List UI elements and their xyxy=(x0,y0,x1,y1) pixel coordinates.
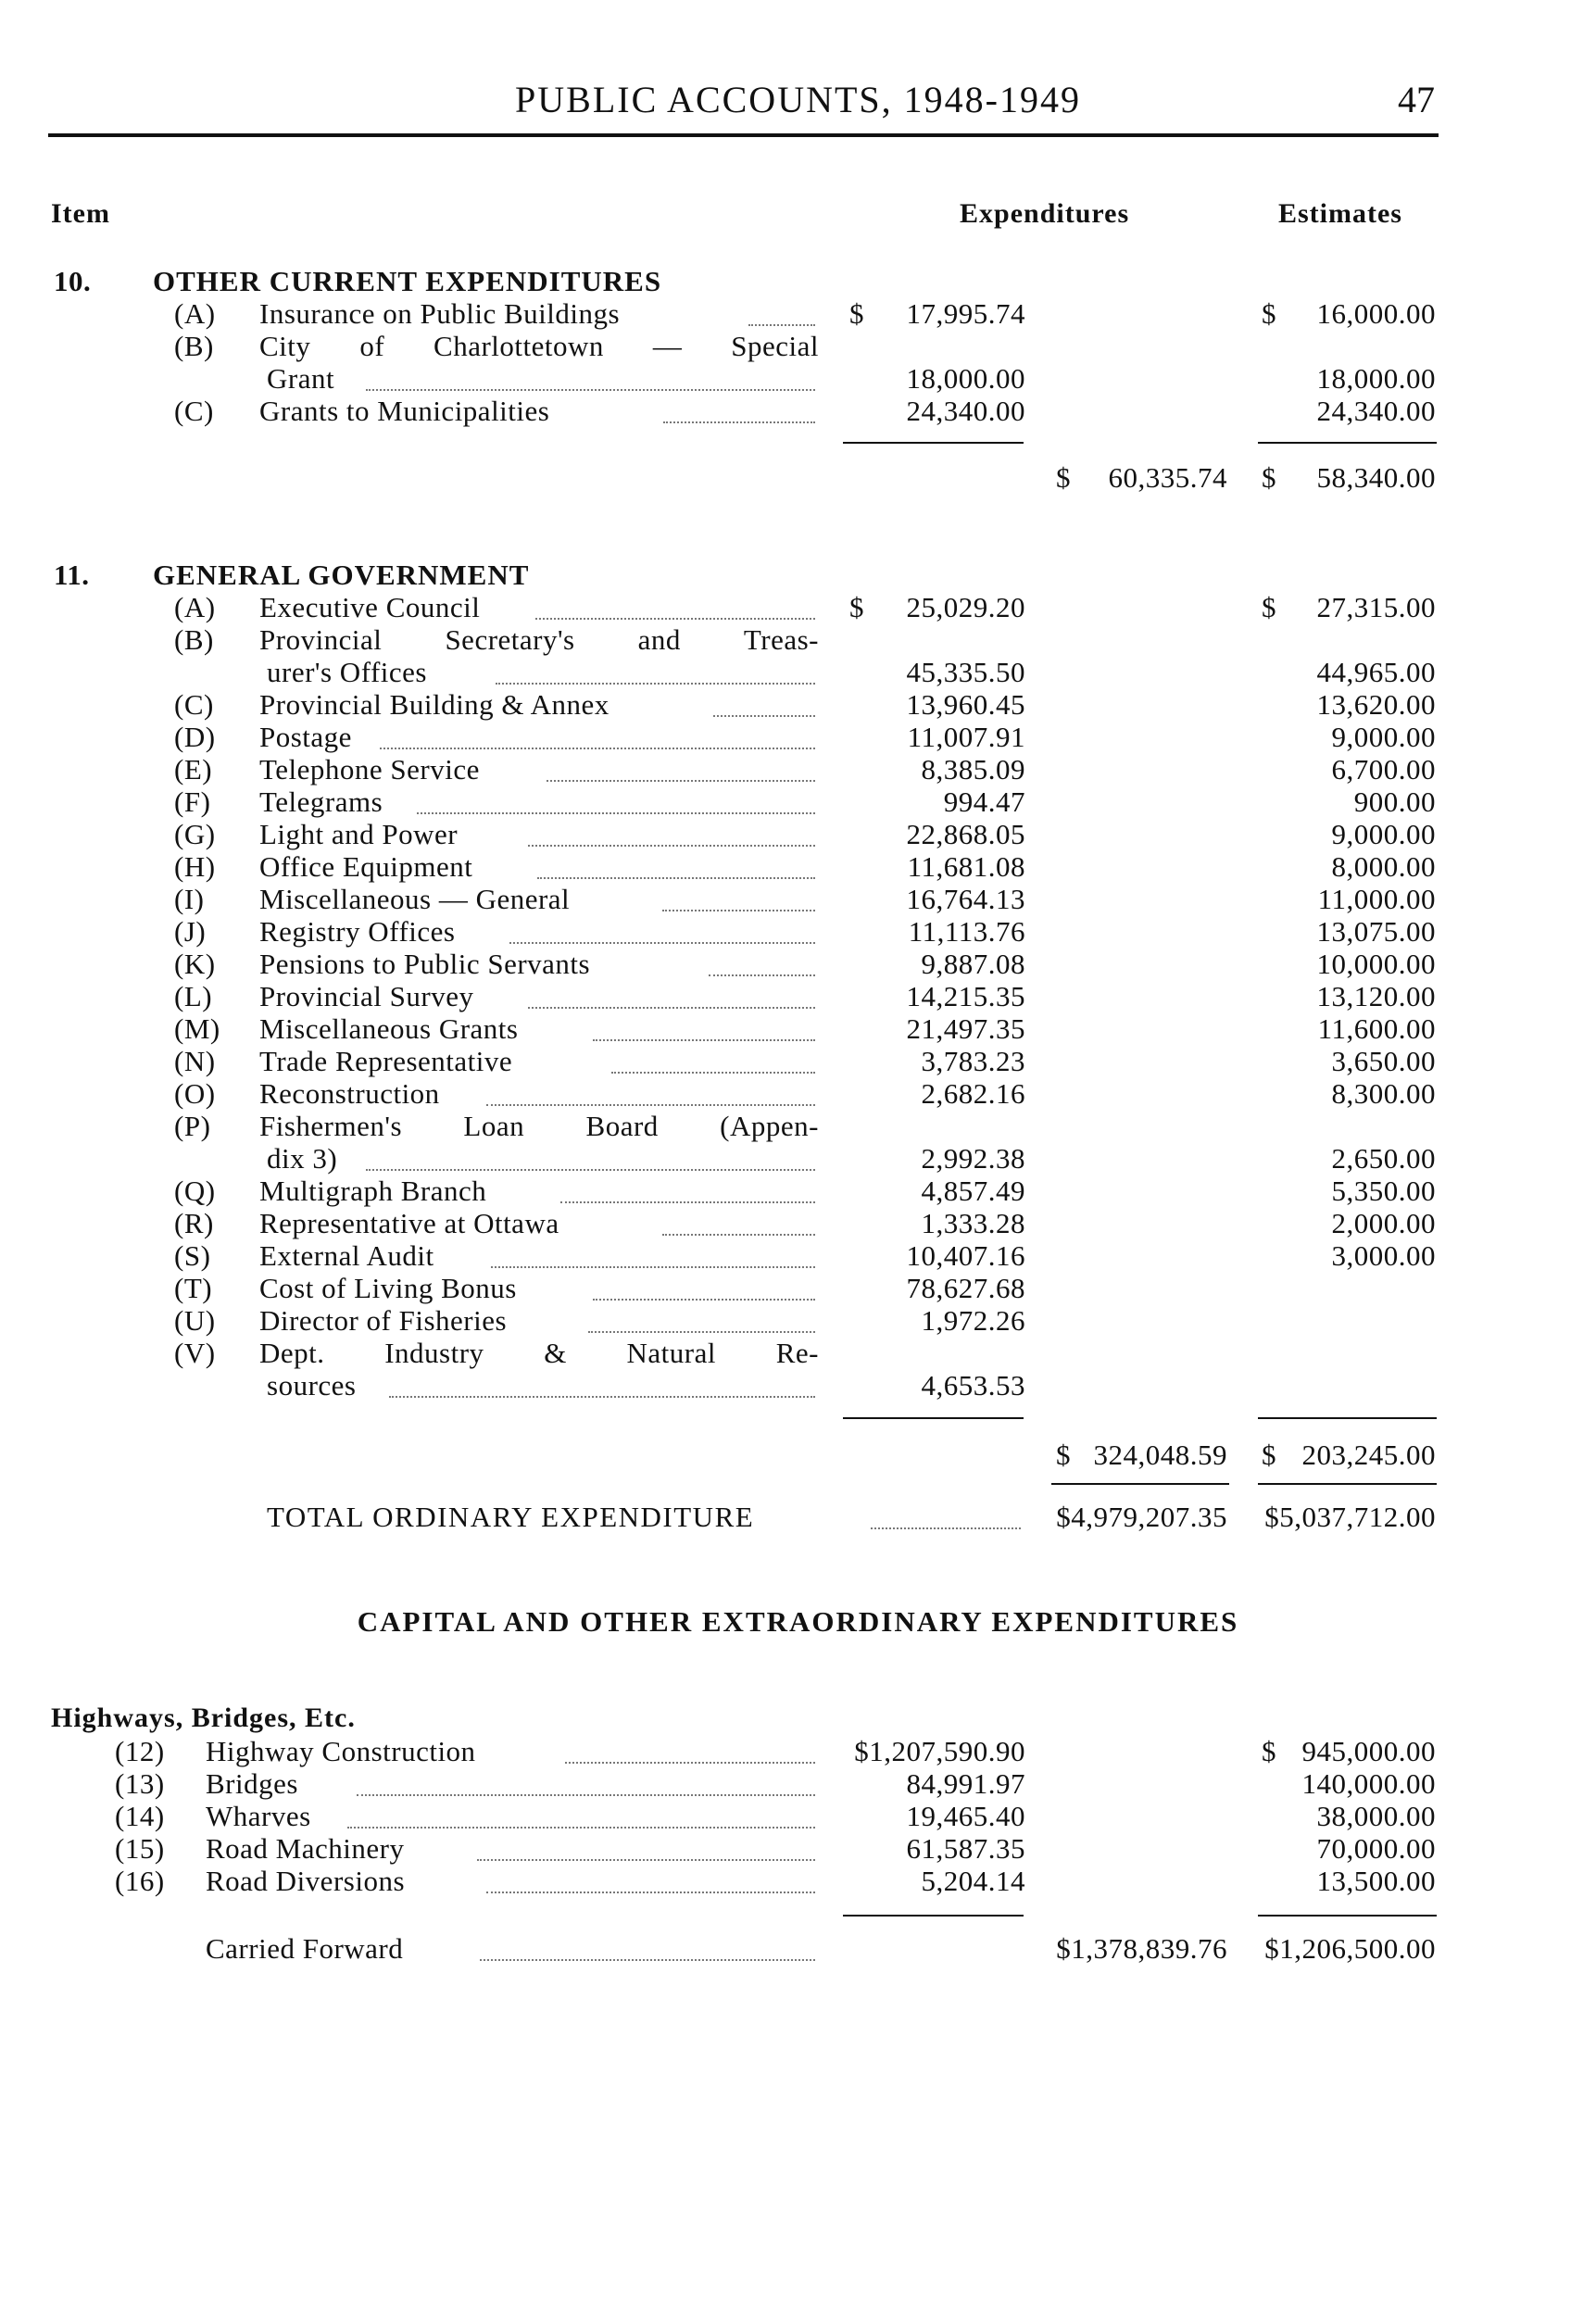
item-code: (V) xyxy=(174,1337,216,1369)
label-word: Industry xyxy=(384,1337,484,1369)
subtotal-rule xyxy=(843,1417,1024,1419)
dot-leader xyxy=(709,974,815,976)
line-item xyxy=(0,915,1596,949)
line-item xyxy=(0,1800,1596,1833)
section-title: GENERAL GOVERNMENT xyxy=(153,559,530,591)
dollar-sign: $ xyxy=(1056,1439,1071,1471)
item-label: Reconstruction xyxy=(259,1077,440,1110)
line-item xyxy=(0,1832,1596,1866)
item-code: (O) xyxy=(174,1077,216,1110)
dot-leader xyxy=(593,1039,815,1041)
total-estimate: $5,037,712.00 xyxy=(1264,1501,1436,1533)
line-item xyxy=(0,1175,1596,1208)
total-estimate: 203,245.00 xyxy=(1301,1439,1436,1471)
item-label: Office Equipment xyxy=(259,850,473,883)
item-label: Multigraph Branch xyxy=(259,1175,487,1207)
expenditure-amount: 1,972.26 xyxy=(921,1304,1025,1337)
section-title: OTHER CURRENT EXPENDITURES xyxy=(153,265,662,297)
carried-forward xyxy=(0,1932,1596,1966)
estimate-amount: 3,000.00 xyxy=(1331,1239,1436,1272)
subtotal-rule xyxy=(843,1915,1024,1917)
line-item xyxy=(0,395,1596,428)
expenditure-amount: 45,335.50 xyxy=(906,656,1025,688)
dot-leader xyxy=(662,1234,815,1236)
section-title: CAPITAL AND OTHER EXTRAORDINARY EXPENDITURES xyxy=(357,1605,1239,1638)
label-word: & xyxy=(544,1337,567,1369)
total-expenditure: $1,378,839.76 xyxy=(1056,1932,1227,1965)
estimate-amount: 13,075.00 xyxy=(1316,915,1436,948)
line-item xyxy=(0,591,1596,624)
label-word: Provincial xyxy=(259,623,383,656)
item-label: Director of Fisheries xyxy=(259,1304,508,1337)
dollar-sign: $ xyxy=(849,297,864,330)
line-item-continuation xyxy=(0,362,1596,396)
expenditure-amount: 19,465.40 xyxy=(906,1800,1025,1832)
item-label: Postage xyxy=(259,721,352,753)
estimate-amount: 945,000.00 xyxy=(1301,1735,1436,1767)
dot-leader xyxy=(509,942,815,944)
item-label: Highway Construction xyxy=(206,1735,476,1767)
item-code: (12) xyxy=(115,1735,165,1767)
dot-leader xyxy=(347,1827,815,1829)
section-heading xyxy=(0,559,1596,592)
item-code: (M) xyxy=(174,1012,220,1045)
item-code: (F) xyxy=(174,786,211,818)
subtotal-rule xyxy=(1258,442,1437,444)
subtotal-rule xyxy=(1258,1417,1437,1419)
section-number: 10. xyxy=(54,265,92,297)
line-item xyxy=(0,1045,1596,1078)
line-item xyxy=(0,1735,1596,1768)
estimate-amount: 2,650.00 xyxy=(1331,1142,1436,1175)
dollar-sign: $ xyxy=(1262,591,1276,623)
label-word: Fishermen's xyxy=(259,1110,403,1142)
item-label-justified xyxy=(259,1337,819,1370)
expenditure-amount: 11,681.08 xyxy=(907,850,1025,883)
line-item xyxy=(0,1239,1596,1273)
line-item xyxy=(0,330,1596,363)
item-code: (L) xyxy=(174,980,213,1012)
label-word: Loan xyxy=(463,1110,525,1142)
expenditure-amount: 13,960.45 xyxy=(906,688,1025,721)
item-code: (K) xyxy=(174,948,216,980)
estimate-amount: 11,000.00 xyxy=(1317,883,1436,915)
dot-leader xyxy=(486,1892,815,1893)
line-item xyxy=(0,883,1596,916)
dot-leader xyxy=(611,1072,815,1074)
item-label-justified xyxy=(259,1110,819,1143)
item-code: (14) xyxy=(115,1800,165,1832)
item-code: (13) xyxy=(115,1767,165,1800)
section-heading xyxy=(0,265,1596,298)
item-code: (16) xyxy=(115,1865,165,1897)
item-code: (R) xyxy=(174,1207,214,1239)
total-rule xyxy=(1051,1483,1229,1485)
line-item xyxy=(0,721,1596,754)
header-rule xyxy=(48,133,1439,137)
label-word: Re- xyxy=(775,1337,819,1369)
dot-leader xyxy=(528,1007,815,1009)
line-item xyxy=(0,850,1596,884)
carried-forward-label: Carried Forward xyxy=(206,1932,404,1965)
item-code: (A) xyxy=(174,591,216,623)
estimate-amount: 11,600.00 xyxy=(1317,1012,1436,1045)
line-item xyxy=(0,1110,1596,1143)
item-label: sources xyxy=(267,1369,357,1401)
subsection-heading: Highways, Bridges, Etc. xyxy=(51,1703,356,1733)
expenditure-amount: 5,204.14 xyxy=(921,1865,1025,1897)
expenditure-amount: 4,857.49 xyxy=(921,1175,1025,1207)
item-label: Trade Representative xyxy=(259,1045,513,1077)
total-estimate: $1,206,500.00 xyxy=(1264,1932,1436,1965)
label-word: and xyxy=(637,623,681,656)
expenditure-amount: 11,007.91 xyxy=(907,721,1025,753)
expenditure-amount: 14,215.35 xyxy=(906,980,1025,1012)
total-estimate: 58,340.00 xyxy=(1316,461,1436,494)
dot-leader xyxy=(389,1396,815,1398)
dot-leader xyxy=(748,324,815,326)
label-word: Natural xyxy=(626,1337,716,1369)
expenditure-amount: $1,207,590.90 xyxy=(854,1735,1025,1767)
dot-leader xyxy=(380,748,815,749)
section-number: 11. xyxy=(54,559,90,591)
line-item xyxy=(0,1767,1596,1801)
label-word: Secretary's xyxy=(445,623,575,656)
expenditure-amount: 21,497.35 xyxy=(906,1012,1025,1045)
estimate-amount: 44,965.00 xyxy=(1316,656,1436,688)
expenditure-amount: 3,783.23 xyxy=(921,1045,1025,1077)
estimate-amount: 9,000.00 xyxy=(1331,721,1436,753)
item-label: Insurance on Public Buildings xyxy=(259,297,621,330)
item-label: dix 3) xyxy=(267,1142,338,1175)
estimate-amount: 9,000.00 xyxy=(1331,818,1436,850)
item-code: (P) xyxy=(174,1110,211,1142)
dot-leader xyxy=(480,1959,815,1961)
item-label: Pensions to Public Servants xyxy=(259,948,591,980)
estimate-amount: 8,000.00 xyxy=(1331,850,1436,883)
item-code: (A) xyxy=(174,297,216,330)
dot-leader xyxy=(496,683,815,685)
line-item xyxy=(0,1865,1596,1898)
item-label: Grant xyxy=(267,362,335,395)
line-item xyxy=(0,1304,1596,1338)
item-code: (15) xyxy=(115,1832,165,1865)
label-word: Special xyxy=(731,330,819,362)
label-word: — xyxy=(652,330,683,362)
item-label: Telephone Service xyxy=(259,753,480,786)
label-word: Dept. xyxy=(259,1337,325,1369)
item-label: Registry Offices xyxy=(259,915,456,948)
expenditure-amount: 8,385.09 xyxy=(921,753,1025,786)
line-item-continuation xyxy=(0,656,1596,689)
estimate-amount: 3,650.00 xyxy=(1331,1045,1436,1077)
item-label-justified xyxy=(259,330,819,363)
estimate-amount: 38,000.00 xyxy=(1316,1800,1436,1832)
line-item xyxy=(0,948,1596,981)
item-label: Light and Power xyxy=(259,818,459,850)
item-label: Wharves xyxy=(206,1800,311,1832)
dollar-sign: $ xyxy=(1262,297,1276,330)
line-item xyxy=(0,818,1596,851)
dot-leader xyxy=(537,877,815,879)
item-code: (D) xyxy=(174,721,216,753)
item-label: Grants to Municipalities xyxy=(259,395,550,427)
expenditure-amount: 1,333.28 xyxy=(921,1207,1025,1239)
estimate-amount: 16,000.00 xyxy=(1316,297,1436,330)
label-word: Charlottetown xyxy=(434,330,604,362)
item-code: (I) xyxy=(174,883,205,915)
estimate-amount: 8,300.00 xyxy=(1331,1077,1436,1110)
item-code: (S) xyxy=(174,1239,211,1272)
item-code: (G) xyxy=(174,818,216,850)
expenditure-amount: 17,995.74 xyxy=(906,297,1025,330)
page-number: 47 xyxy=(1398,79,1435,120)
expenditure-amount: 18,000.00 xyxy=(906,362,1025,395)
estimate-amount: 24,340.00 xyxy=(1316,395,1436,427)
dollar-sign: $ xyxy=(1262,1735,1276,1767)
dot-leader xyxy=(486,1104,815,1106)
dot-leader xyxy=(593,1299,815,1301)
expenditure-amount: 10,407.16 xyxy=(906,1239,1025,1272)
label-word: (Appen- xyxy=(720,1110,819,1142)
item-label: Road Machinery xyxy=(206,1832,405,1865)
estimate-amount: 18,000.00 xyxy=(1316,362,1436,395)
dollar-sign: $ xyxy=(849,591,864,623)
line-item-continuation xyxy=(0,1369,1596,1402)
item-label: Provincial Building & Annex xyxy=(259,688,609,721)
dollar-sign: $ xyxy=(1262,1439,1276,1471)
expenditure-amount: 25,029.20 xyxy=(906,591,1025,623)
total-rule xyxy=(1258,1483,1437,1485)
expenditure-amount: 78,627.68 xyxy=(906,1272,1025,1304)
item-label-justified xyxy=(259,623,819,657)
item-code: (E) xyxy=(174,753,213,786)
label-word: Treas- xyxy=(743,623,819,656)
expenditure-amount: 16,764.13 xyxy=(906,883,1025,915)
estimate-amount: 13,500.00 xyxy=(1316,1865,1436,1897)
line-item xyxy=(0,623,1596,657)
item-code: (Q) xyxy=(174,1175,216,1207)
line-item xyxy=(0,786,1596,819)
item-label: Road Diversions xyxy=(206,1865,406,1897)
item-code: (U) xyxy=(174,1304,216,1337)
expenditure-amount: 11,113.76 xyxy=(908,915,1025,948)
label-word: City xyxy=(259,330,311,362)
line-item xyxy=(0,753,1596,786)
estimate-amount: 2,000.00 xyxy=(1331,1207,1436,1239)
expenditure-amount: 61,587.35 xyxy=(906,1832,1025,1865)
dot-leader xyxy=(366,1169,815,1171)
item-code: (T) xyxy=(174,1272,213,1304)
item-code: (C) xyxy=(174,395,214,427)
column-heading-estimates: Estimates xyxy=(1278,198,1402,229)
expenditure-amount: 84,991.97 xyxy=(906,1767,1025,1800)
item-code: (H) xyxy=(174,850,216,883)
estimate-amount: 5,350.00 xyxy=(1331,1175,1436,1207)
line-item-continuation xyxy=(0,1142,1596,1175)
line-item xyxy=(0,1337,1596,1370)
expenditure-amount: 2,682.16 xyxy=(921,1077,1025,1110)
item-label: Provincial Survey xyxy=(259,980,474,1012)
line-item xyxy=(0,1077,1596,1111)
column-heading-item: Item xyxy=(51,198,110,229)
expenditure-amount: 2,992.38 xyxy=(921,1142,1025,1175)
total-label: TOTAL ORDINARY EXPENDITURE xyxy=(267,1501,755,1533)
dot-leader xyxy=(871,1527,1021,1529)
item-code: (J) xyxy=(174,915,207,948)
label-word: Board xyxy=(585,1110,659,1142)
expenditure-amount: 9,887.08 xyxy=(921,948,1025,980)
estimate-amount: 27,315.00 xyxy=(1316,591,1436,623)
dot-leader xyxy=(662,910,815,911)
dot-leader xyxy=(535,618,815,620)
item-label: Telegrams xyxy=(259,786,383,818)
estimate-amount: 140,000.00 xyxy=(1301,1767,1436,1800)
section-total xyxy=(0,461,1596,495)
item-label: Miscellaneous Grants xyxy=(259,1012,519,1045)
running-header: PUBLIC ACCOUNTS, 1948-1949 xyxy=(515,79,1081,120)
expenditure-amount: 24,340.00 xyxy=(906,395,1025,427)
dollar-sign: $ xyxy=(1056,461,1071,494)
line-item xyxy=(0,1207,1596,1240)
line-item xyxy=(0,1272,1596,1305)
subtotal-rule xyxy=(1258,1915,1437,1917)
dollar-sign: $ xyxy=(1262,461,1276,494)
estimate-amount: 6,700.00 xyxy=(1331,753,1436,786)
estimate-amount: 70,000.00 xyxy=(1316,1832,1436,1865)
dot-leader xyxy=(491,1266,815,1268)
column-heading-expenditures: Expenditures xyxy=(960,198,1130,229)
estimate-amount: 10,000.00 xyxy=(1316,948,1436,980)
dot-leader xyxy=(417,812,815,814)
item-code: (B) xyxy=(174,623,214,656)
total-expenditure: 60,335.74 xyxy=(1108,461,1227,494)
total-expenditure: $4,979,207.35 xyxy=(1056,1501,1227,1533)
item-code: (B) xyxy=(174,330,214,362)
total-ordinary-expenditure xyxy=(0,1501,1596,1534)
item-code: (C) xyxy=(174,688,214,721)
dot-leader xyxy=(357,1794,815,1796)
line-item xyxy=(0,688,1596,722)
item-label: Representative at Ottawa xyxy=(259,1207,559,1239)
dot-leader xyxy=(588,1331,815,1333)
item-label: External Audit xyxy=(259,1239,434,1272)
estimate-amount: 900.00 xyxy=(1353,786,1436,818)
line-item xyxy=(0,980,1596,1013)
dot-leader xyxy=(366,389,815,391)
dot-leader xyxy=(547,780,815,782)
item-label: Bridges xyxy=(206,1767,298,1800)
dot-leader xyxy=(528,845,815,847)
expenditure-amount: 22,868.05 xyxy=(906,818,1025,850)
subtotal-rule xyxy=(843,442,1024,444)
item-label: Executive Council xyxy=(259,591,481,623)
item-label: Miscellaneous — General xyxy=(259,883,571,915)
dot-leader xyxy=(560,1201,815,1203)
total-expenditure: 324,048.59 xyxy=(1093,1439,1227,1471)
dot-leader xyxy=(713,715,815,717)
expenditure-amount: 4,653.53 xyxy=(921,1369,1025,1401)
item-label: Cost of Living Bonus xyxy=(259,1272,517,1304)
line-item xyxy=(0,297,1596,331)
dot-leader xyxy=(565,1762,815,1764)
dot-leader xyxy=(663,421,815,423)
expenditure-amount: 994.47 xyxy=(943,786,1025,818)
item-label: urer's Offices xyxy=(267,656,427,688)
section-total xyxy=(0,1439,1596,1472)
line-item xyxy=(0,1012,1596,1046)
item-code: (N) xyxy=(174,1045,216,1077)
label-word: of xyxy=(359,330,385,362)
estimate-amount: 13,120.00 xyxy=(1316,980,1436,1012)
dot-leader xyxy=(477,1859,815,1861)
estimate-amount: 13,620.00 xyxy=(1316,688,1436,721)
